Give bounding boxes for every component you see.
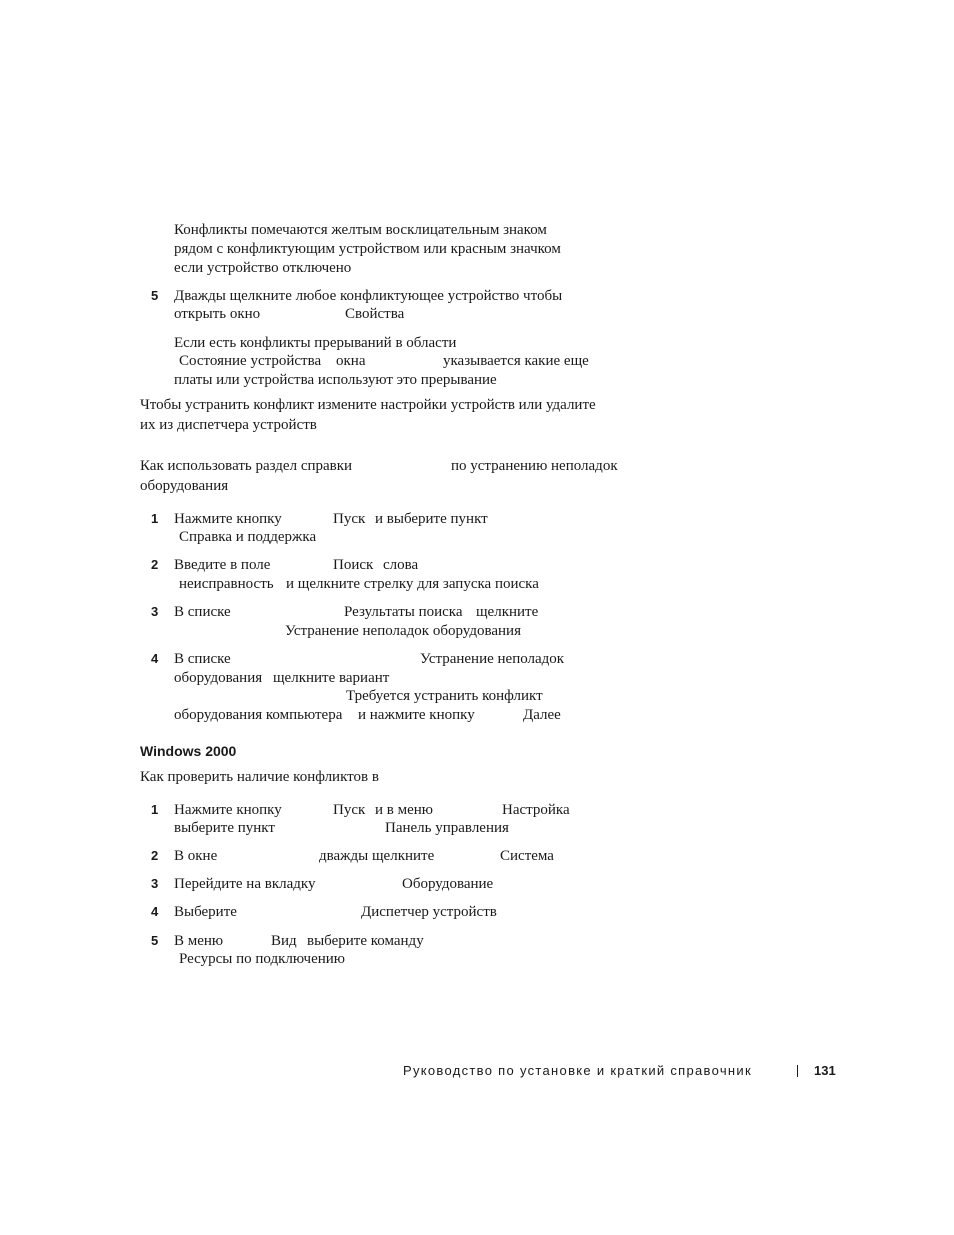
step-text: Перейдите на вкладку	[174, 876, 316, 892]
step-number: 2	[151, 848, 159, 863]
step-text: Нажмите кнопку	[174, 511, 282, 527]
help-intro: оборудования	[140, 478, 229, 494]
step-text: и в меню	[375, 802, 433, 818]
step-text: Выберите	[174, 904, 237, 920]
resolve-line-1: Чтобы устранить конфликт измените настройки устройств или удалите	[140, 397, 596, 413]
step-text: открыть окно	[174, 306, 261, 322]
step-text: щелкните вариант	[273, 670, 390, 686]
footer-title: Руководство по установке и краткий справочник	[403, 1063, 752, 1078]
section-heading: Windows 2000	[140, 743, 237, 759]
step-number: 1	[151, 511, 159, 526]
help-intro: по устранению неполадок	[451, 458, 618, 474]
ui-term: Устранение неполадок	[420, 651, 565, 667]
step-text: В меню	[174, 933, 224, 949]
step-text: В списке	[174, 604, 231, 620]
step-text: В окне	[174, 848, 218, 864]
step-number: 5	[151, 933, 159, 948]
step-number: 1	[151, 802, 159, 817]
ui-term: Поиск	[333, 557, 374, 573]
step-text: щелкните	[476, 604, 539, 620]
ui-term: Диспетчер устройств	[361, 904, 497, 920]
step-text: и выберите пункт	[375, 511, 488, 527]
ui-term: оборудования	[174, 670, 263, 686]
ui-term: Результаты поиска	[344, 604, 463, 620]
ui-term: Далее	[523, 707, 561, 723]
ui-term: Справка и поддержка	[179, 529, 317, 545]
ui-term: Система	[500, 848, 554, 864]
ui-term: Состояние устройства	[179, 353, 322, 369]
step-text: Дважды щелкните любое конфликтующее устройство чтобы	[174, 288, 563, 304]
step-number: 4	[151, 904, 159, 919]
ui-term: Устранение неполадок оборудования	[285, 623, 521, 639]
ui-term: Настройка	[502, 802, 570, 818]
note-line-3: если устройство отключено	[174, 260, 352, 276]
step-text: и нажмите кнопку	[358, 707, 475, 723]
irq-note-text: окна	[336, 353, 366, 369]
irq-note-text: указывается какие еще	[443, 353, 589, 369]
step-text: и щелкните стрелку для запуска поиска	[286, 576, 539, 592]
resolve-line-2: их из диспетчера устройств	[140, 417, 317, 433]
step-text: В списке	[174, 651, 231, 667]
step-text: выберите пункт	[174, 820, 275, 836]
step-number: 3	[151, 876, 159, 891]
ui-term: Требуется устранить конфликт	[346, 688, 543, 704]
step-text: дважды щелкните	[319, 848, 435, 864]
help-intro: Как использовать раздел справки	[140, 458, 353, 474]
step-number: 2	[151, 557, 159, 572]
win2000-intro: Как проверить наличие конфликтов в	[140, 769, 379, 785]
ui-term: Ресурсы по подключению	[179, 951, 345, 967]
step-text: Введите в поле	[174, 557, 271, 573]
step-number: 3	[151, 604, 159, 619]
step-number: 5	[151, 288, 159, 303]
step-number: 4	[151, 651, 159, 666]
ui-term: Свойства	[345, 306, 405, 322]
page-number: 131	[814, 1063, 836, 1078]
ui-term: Пуск	[333, 511, 366, 527]
ui-term: оборудования компьютера	[174, 707, 343, 723]
irq-note-line-3: платы или устройства используют это прерывание	[174, 372, 497, 388]
note-line-1: Конфликты помечаются желтым восклицательным знаком	[174, 222, 547, 238]
ui-term: Пуск	[333, 802, 366, 818]
footer-separator	[797, 1065, 798, 1077]
note-line-2: рядом с конфликтующим устройством или красным значком	[174, 241, 561, 257]
ui-term: неисправность	[179, 576, 274, 592]
step-text: Нажмите кнопку	[174, 802, 282, 818]
step-text: слова	[383, 557, 419, 573]
irq-note-line-1: Если есть конфликты прерываний в области	[174, 335, 457, 351]
ui-term: Оборудование	[402, 876, 494, 892]
step-text: выберите команду	[307, 933, 424, 949]
ui-term: Вид	[271, 933, 297, 949]
ui-term: Панель управления	[385, 820, 509, 836]
